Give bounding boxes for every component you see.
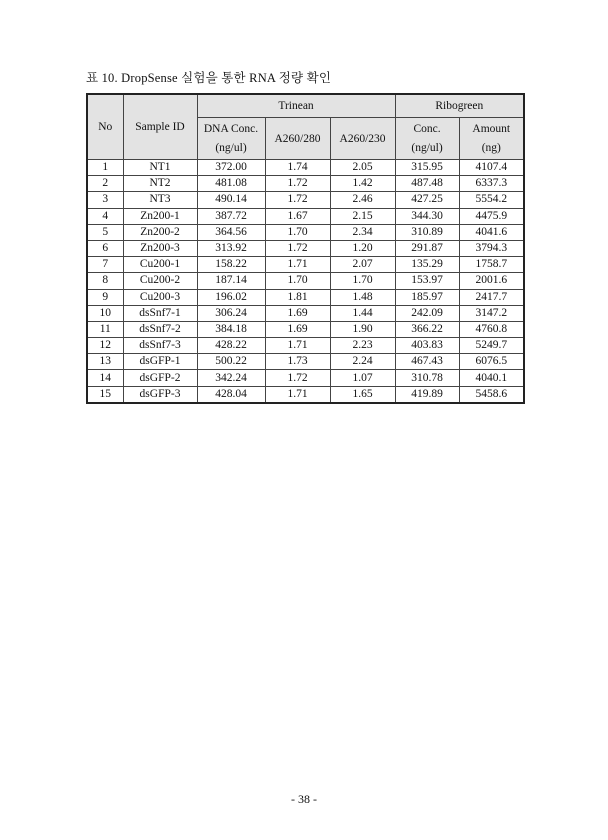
conc-cell: 344.30 [395, 208, 459, 224]
a260-230-cell: 2.23 [330, 338, 395, 354]
a260-280-cell: 1.71 [265, 338, 330, 354]
dna-conc-cell: 428.22 [197, 338, 265, 354]
sample-id-cell: Cu200-2 [123, 273, 197, 289]
a260-280-cell: 1.70 [265, 273, 330, 289]
conc-cell: 403.83 [395, 338, 459, 354]
no-cell: 4 [87, 208, 123, 224]
header-sample-id: Sample ID [123, 94, 197, 160]
a260-280-cell: 1.72 [265, 176, 330, 192]
no-cell: 13 [87, 354, 123, 370]
a260-280-cell: 1.70 [265, 224, 330, 240]
dna-conc-cell: 372.00 [197, 160, 265, 176]
sample-id-cell: NT2 [123, 176, 197, 192]
amount-cell: 5554.2 [459, 192, 524, 208]
conc-cell: 185.97 [395, 289, 459, 305]
a260-280-cell: 1.72 [265, 240, 330, 256]
amount-cell: 5249.7 [459, 338, 524, 354]
a260-230-cell: 1.70 [330, 273, 395, 289]
amount-cell: 4041.6 [459, 224, 524, 240]
a260-230-cell: 2.34 [330, 224, 395, 240]
table-row [87, 176, 524, 192]
a260-230-cell: 1.48 [330, 289, 395, 305]
table-header [87, 94, 524, 160]
a260-230-cell: 1.90 [330, 321, 395, 337]
no-cell: 8 [87, 273, 123, 289]
no-cell: 11 [87, 321, 123, 337]
amount-cell: 4475.9 [459, 208, 524, 224]
table-row [87, 321, 524, 337]
no-cell: 6 [87, 240, 123, 256]
a260-280-cell: 1.69 [265, 305, 330, 321]
dna-conc-cell: 387.72 [197, 208, 265, 224]
sample-id-cell: dsSnf7-2 [123, 321, 197, 337]
table-row [87, 257, 524, 273]
conc-cell: 291.87 [395, 240, 459, 256]
no-cell: 1 [87, 160, 123, 176]
conc-cell: 153.97 [395, 273, 459, 289]
dna-conc-cell: 313.92 [197, 240, 265, 256]
a260-280-cell: 1.71 [265, 257, 330, 273]
no-cell: 10 [87, 305, 123, 321]
dna-conc-cell: 428.04 [197, 386, 265, 403]
sample-id-cell: dsGFP-2 [123, 370, 197, 386]
a260-230-cell: 2.46 [330, 192, 395, 208]
table-row [87, 370, 524, 386]
a260-230-cell: 1.44 [330, 305, 395, 321]
header-amount-unit: (ng) [481, 141, 501, 154]
sample-id-cell: NT1 [123, 160, 197, 176]
table-row [87, 160, 524, 176]
rna-quantification-table [86, 93, 525, 404]
page-number: - 38 - [291, 792, 317, 806]
sample-id-cell: Zn200-1 [123, 208, 197, 224]
a260-280-cell: 1.73 [265, 354, 330, 370]
conc-cell: 310.78 [395, 370, 459, 386]
a260-230-cell: 2.24 [330, 354, 395, 370]
no-cell: 14 [87, 370, 123, 386]
no-cell: 3 [87, 192, 123, 208]
table-caption: 표 10. DropSense 실험을 통한 RNA 정량 확인 [86, 71, 332, 85]
sample-id-cell: dsGFP-3 [123, 386, 197, 403]
header-dna-conc-unit: (ng/ul) [215, 141, 247, 154]
table-row [87, 289, 524, 305]
a260-230-cell: 2.07 [330, 257, 395, 273]
conc-cell: 315.95 [395, 160, 459, 176]
table-row [87, 208, 524, 224]
table-row [87, 273, 524, 289]
a260-230-cell: 1.42 [330, 176, 395, 192]
a260-280-cell: 1.74 [265, 160, 330, 176]
amount-cell: 4760.8 [459, 321, 524, 337]
dna-conc-cell: 187.14 [197, 273, 265, 289]
sample-id-cell: Cu200-1 [123, 257, 197, 273]
header-conc-label: Conc. [413, 122, 441, 135]
dna-conc-cell: 384.18 [197, 321, 265, 337]
no-cell: 2 [87, 176, 123, 192]
amount-cell: 4107.4 [459, 160, 524, 176]
header-conc-unit: (ng/ul) [411, 141, 443, 154]
amount-cell: 6337.3 [459, 176, 524, 192]
a260-230-cell: 1.20 [330, 240, 395, 256]
sample-id-cell: Cu200-3 [123, 289, 197, 305]
dna-conc-cell: 500.22 [197, 354, 265, 370]
header-a260-230: A260/230 [330, 118, 395, 160]
header-dna-conc [197, 118, 265, 160]
amount-cell: 5458.6 [459, 386, 524, 403]
conc-cell: 419.89 [395, 386, 459, 403]
conc-cell: 366.22 [395, 321, 459, 337]
amount-cell: 3147.2 [459, 305, 524, 321]
table-row [87, 305, 524, 321]
dna-conc-cell: 306.24 [197, 305, 265, 321]
conc-cell: 242.09 [395, 305, 459, 321]
a260-280-cell: 1.67 [265, 208, 330, 224]
no-cell: 15 [87, 386, 123, 403]
amount-cell: 2001.6 [459, 273, 524, 289]
no-cell: 5 [87, 224, 123, 240]
a260-280-cell: 1.71 [265, 386, 330, 403]
no-cell: 9 [87, 289, 123, 305]
a260-230-cell: 2.15 [330, 208, 395, 224]
a260-230-cell: 1.07 [330, 370, 395, 386]
dna-conc-cell: 364.56 [197, 224, 265, 240]
dna-conc-cell: 490.14 [197, 192, 265, 208]
sample-id-cell: dsGFP-1 [123, 354, 197, 370]
amount-cell: 2417.7 [459, 289, 524, 305]
a260-230-cell: 2.05 [330, 160, 395, 176]
header-amount [459, 118, 524, 160]
amount-cell: 6076.5 [459, 354, 524, 370]
conc-cell: 487.48 [395, 176, 459, 192]
conc-cell: 427.25 [395, 192, 459, 208]
dna-conc-cell: 158.22 [197, 257, 265, 273]
header-group-ribogreen: Ribogreen [395, 94, 524, 118]
no-cell: 7 [87, 257, 123, 273]
dna-conc-cell: 481.08 [197, 176, 265, 192]
a260-280-cell: 1.81 [265, 289, 330, 305]
conc-cell: 310.89 [395, 224, 459, 240]
table-row [87, 240, 524, 256]
table-row [87, 354, 524, 370]
conc-cell: 135.29 [395, 257, 459, 273]
sample-id-cell: dsSnf7-1 [123, 305, 197, 321]
header-conc [395, 118, 459, 160]
a260-280-cell: 1.72 [265, 192, 330, 208]
a260-280-cell: 1.72 [265, 370, 330, 386]
sample-id-cell: NT3 [123, 192, 197, 208]
header-group-trinean: Trinean [197, 94, 395, 118]
header-dna-conc-label: DNA Conc. [203, 122, 259, 135]
a260-280-cell: 1.69 [265, 321, 330, 337]
sample-id-cell: dsSnf7-3 [123, 338, 197, 354]
header-amount-label: Amount [472, 122, 511, 135]
table-row [87, 386, 524, 403]
sample-id-cell: Zn200-3 [123, 240, 197, 256]
a260-230-cell: 1.65 [330, 386, 395, 403]
header-a260-280: A260/280 [265, 118, 330, 160]
amount-cell: 4040.1 [459, 370, 524, 386]
table-row [87, 192, 524, 208]
amount-cell: 1758.7 [459, 257, 524, 273]
dna-conc-cell: 196.02 [197, 289, 265, 305]
table-body [87, 160, 524, 403]
table-row [87, 224, 524, 240]
amount-cell: 3794.3 [459, 240, 524, 256]
no-cell: 12 [87, 338, 123, 354]
table-row [87, 338, 524, 354]
dna-conc-cell: 342.24 [197, 370, 265, 386]
conc-cell: 467.43 [395, 354, 459, 370]
sample-id-cell: Zn200-2 [123, 224, 197, 240]
header-no: No [87, 94, 123, 160]
